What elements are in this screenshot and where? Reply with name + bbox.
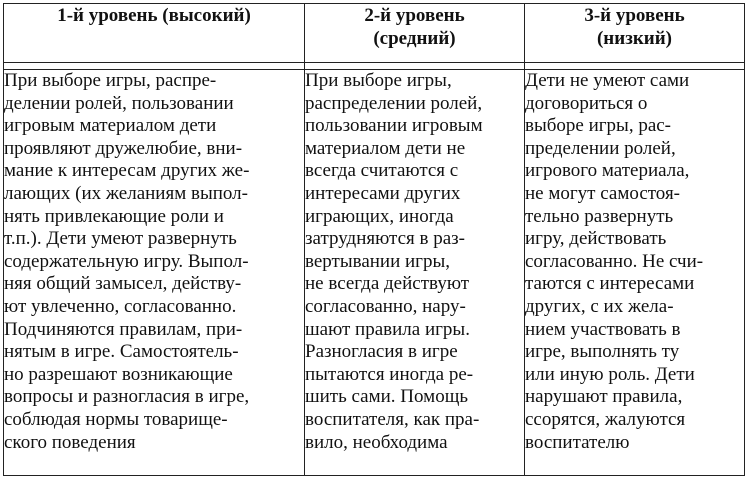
header-line: 3-й уровень [584, 5, 685, 26]
divider-cell [305, 63, 525, 70]
header-medium [305, 4, 525, 63]
body-text-line: пользовании игровым [305, 115, 483, 137]
body-low [525, 70, 745, 476]
header-line: 1-й уровень (высокий) [57, 5, 251, 26]
body-text-line: игру, действовать [525, 228, 667, 250]
body-row [4, 70, 745, 476]
body-text-line: шить сами. Помощь [305, 386, 468, 408]
body-text-line: согласованно. Не счи- [525, 250, 704, 272]
body-text-line: нием участвовать в [525, 318, 681, 340]
body-text-line: т.п.). Дети умеют развернуть [4, 228, 237, 250]
body-text-line: пытаются иногда ре- [305, 363, 474, 385]
divider-cell [4, 63, 305, 70]
header-row [4, 4, 745, 63]
body-text-line: соблюдая нормы товарище- [4, 408, 228, 430]
body-text-line: не могут самостоя- [525, 182, 681, 204]
body-text-line: делении ролей, пользовании [4, 92, 234, 114]
body-text-line: вопросы и разногласия в игре, [4, 386, 250, 408]
body-text-line: затрудняются в раз- [305, 228, 465, 250]
body-text-line: содержательную игру. Выпол- [4, 250, 249, 272]
body-text-line: нарушают правила, [525, 386, 683, 408]
levels-table [3, 3, 745, 476]
body-text-line: мание к интересам других же- [4, 160, 250, 182]
body-text-line: няя общий замысел, действу- [4, 273, 242, 295]
body-text-line: распределении ролей, [305, 92, 483, 114]
body-high [4, 70, 305, 476]
divider-cell [525, 63, 745, 70]
body-text-line: выборе игры, рас- [525, 115, 672, 137]
body-text-line: договориться о [525, 92, 648, 114]
body-text-line: играющих, иногда [305, 205, 454, 227]
body-text-line: или иную роль. Дети [525, 363, 695, 385]
body-text-line: Дети не умеют сами [525, 70, 690, 91]
body-text-line: других, с их жела- [525, 295, 674, 317]
header-line: (средний) [373, 28, 456, 49]
body-text-line: материалом дети не [305, 137, 466, 159]
body-text-line: ют увлеченно, согласованно. [4, 295, 237, 317]
body-text-line: вертывании игры, [305, 250, 450, 272]
body-text-line: игрового материала, [525, 160, 690, 182]
body-text-line: нятым в игре. Самостоятель- [4, 341, 239, 363]
header-divider-row [4, 63, 745, 70]
body-text-line: проявляют дружелюбие, вни- [4, 137, 243, 159]
body-text-line: таются с интересами [525, 273, 695, 295]
body-text-line: нять привлекающие роли и [4, 205, 224, 227]
header-line: 2-й уровень [364, 5, 465, 26]
body-text-line: вило, необходима [305, 431, 448, 453]
body-text-line: воспитателя, как пра- [305, 408, 480, 430]
body-text-line: согласованно, нару- [305, 295, 466, 317]
body-text-line: интересами других [305, 182, 461, 204]
header-line: (низкий) [596, 28, 673, 49]
body-text-line: но разрешают возникающие [4, 363, 233, 385]
header-low [525, 4, 745, 63]
header-high [4, 4, 305, 63]
body-text-line: Разногласия в игре [305, 341, 458, 363]
body-medium [305, 70, 525, 476]
body-text-line: При выборе игры, [305, 70, 452, 91]
body-text-line: При выборе игры, распре- [4, 70, 217, 91]
body-text-line: ского поведения [4, 431, 136, 453]
body-text-line: воспитателю [525, 431, 630, 453]
body-text-line: тельно развернуть [525, 205, 674, 227]
body-text-line: игре, выполнять ту [525, 341, 680, 363]
body-text-line: лающих (их желаниям выпол- [4, 182, 248, 204]
body-text-line: пределении ролей, [525, 137, 676, 159]
body-text-line: всегда считаются с [305, 160, 459, 182]
body-text-line: игровым материалом дети [4, 115, 217, 137]
body-text-line: Подчиняются правилам, при- [4, 318, 243, 340]
body-text-line: ссорятся, жалуются [525, 408, 686, 430]
body-text-line: не всегда действуют [305, 273, 470, 295]
body-text-line: шают правила игры. [305, 318, 470, 340]
